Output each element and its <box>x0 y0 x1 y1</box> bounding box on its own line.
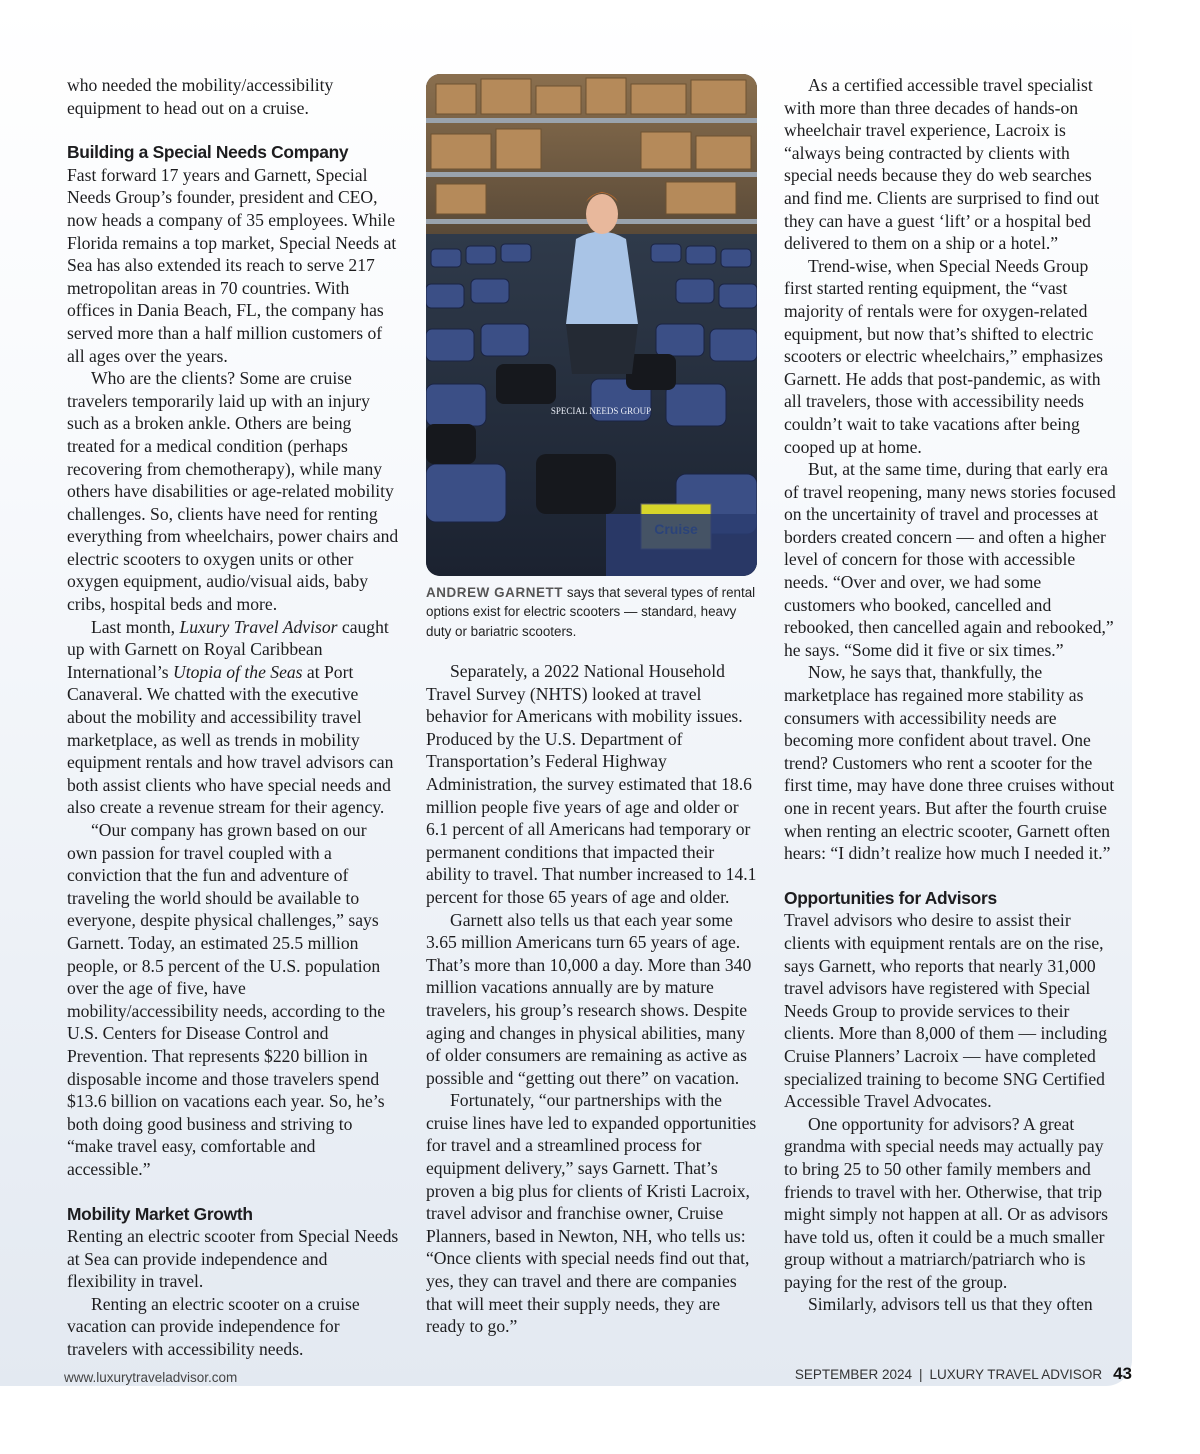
paragraph-same-time: But, at the same time, during that early era of travel reopening, many news stories focused on the uncertainity of travel and processes at borders created concern — and often a higher level of concern for those with accessible needs. “Over and over, we had some customers who booked, cancelled and rebooked, then cancelled again and rebooked,” he says. “Some did it five or six times.” <box>784 459 1116 660</box>
paragraph-intro-continued: who needed the mobility/accessibility equipment to head out on a cruise. <box>67 75 334 118</box>
photo-andrew-garnett <box>426 74 757 576</box>
article-column-3 <box>784 74 1116 1316</box>
subheading-opportunities: Opportunities for Advisors <box>784 887 997 908</box>
paragraph-opportunities: Travel advisors who desire to assist their clients with equipment rentals are on the rise, says Garnett, who reports that nearly 31,000 travel advisors have registered with Special Needs Group to provide services to their clients. More than 8,000 of them — including Cruise Planners’ Lacroix — have completed specialized training to become SNG Certified Accessible Travel Advocates. <box>784 910 1107 1112</box>
subheading-building-company: Building a Special Needs Company <box>67 142 349 163</box>
text-segment: caught up with Garnett on Royal Caribbean International’s <box>67 616 389 682</box>
magazine-title: LUXURY TRAVEL ADVISOR <box>929 1367 1103 1382</box>
paragraph-garnett-quote: “Our company has grown based on our own passion for travel coupled with a conviction that the fun and adventure of traveling the world should be available to everyone, despite physical challenges,” says Garnett. Today, an estimated 25.5 million people, or 8.5 percent of the U.S. population over the age of five, have mobility/accessibility needs, according to the U.S. Centers for Disease Control and Prevention. That represents $220 billion in disposable income and those travelers spend $13.6 billion on vacations each year. So, he’s both doing good business and striving to “make travel easy, comfortable and accessible.” <box>67 820 386 1179</box>
paragraph-mobility-2: Renting an electric scooter on a cruise vacation can provide independence for travelers with accessibility needs. <box>67 1293 360 1360</box>
subheading-mobility-growth: Mobility Market Growth <box>67 1203 253 1224</box>
paragraph-grandma: One opportunity for advisors? A great grandma with special needs may actually pay to bring 25 to 50 other family members and friends to travel with her. Otherwise, that trip might simply not happen at all. Or as advisors have told us, often it could be a much smaller group without a matriarch/patriarch who is paying for the rest of the group. <box>784 1113 1108 1292</box>
caption-name: ANDREW GARNETT <box>426 585 564 600</box>
article-column-1 <box>67 74 399 1361</box>
footer-website-url: www.luxurytraveladvisor.com <box>64 1370 238 1385</box>
text-segment: Last month, <box>91 616 180 637</box>
paragraph-certified-specialist: As a certified accessible travel specialist with more than three decades of hands-on wheelchair travel experience, Lacroix is “always being contracted by clients with special needs because they do web searches and find me. Clients are surprised to find out they can have a guest ‘lift’ or a hospital bed delivered to them on a ship or a hotel.” <box>784 75 1100 254</box>
issue-date: SEPTEMBER 2024 <box>794 1367 912 1382</box>
special-needs-banner-text: SPECIAL NEEDS GROUP <box>550 406 652 416</box>
paragraph-building: Fast forward 17 years and Garnett, Special Needs Group’s founder, president and CEO, now heads a company of 35 employees. While Florida remains a top market, Special Needs at Sea has also extended its reach to serve 217 metropolitan areas in 70 countries. With offices in Dania Beach, FL, the company has served more than a half million customers of all ages over the years. <box>67 164 397 366</box>
caption-text: says that several types of rental options exist for electric scooters — standard, heavy duty or bariatric scooters. <box>426 585 756 639</box>
ship-name: Utopia of the Seas <box>173 661 303 682</box>
paragraph-trend: Trend-wise, when Special Needs Group first started renting equipment, the “vast majority of rentals were for oxygen-related equipment, but now that’s shifted to electric scooters or electric wheelchairs,” emphasizes Garnett. He adds that post-pandemic, as with all travelers, those with accessibility needs couldn’t wait to take vacations after being cooped up at home. <box>784 255 1103 457</box>
paragraph-fortunately: Fortunately, “our partnerships with the cruise lines have led to expanded opportunities for travel and a streamlined process for equipment delivery,” says Garnett. That’s proven a big plus for clients of Kristi Lacroix, travel advisor and franchise owner, Cruise Planners, based in Newton, NH, who tells us: “Once clients with special needs find out that, yes, they can travel and there are companies that will meet their supply needs, they are ready to go.” <box>426 1090 757 1337</box>
magazine-name: Luxury Travel Advisor <box>179 616 338 637</box>
article-column-2 <box>426 660 758 1338</box>
photo-caption <box>426 583 758 641</box>
page-number: 43 <box>1113 1364 1132 1383</box>
footer-issue-info <box>795 1364 1132 1384</box>
paragraph-survey: Separately, a 2022 National Household Travel Survey (NHTS) looked at travel behavior for Americans with mobility issues. Produced by the U.S. Department of Transportation’s Federal Highway Administration, the survey estimated that 18.6 million people five years of age and older or 6.1 percent of all Americans had temporary or permanent conditions that impacted their ability to travel. That number increased to 14.1 percent for those 65 years of age and older. <box>426 661 757 907</box>
paragraph-similarly: Similarly, advisors tell us that they often <box>808 1294 1093 1315</box>
paragraph-garnett-stats: Garnett also tells us that each year some 3.65 million Americans turn 65 years of age. That’s more than 10,000 a day. More than 340 million vacations annually are by mature travelers, his group’s research shows. Despite aging and changes in physical abilities, many of older consumers are remaining as active as possible and “getting out there” on vacation. <box>426 909 752 1088</box>
paragraph-mobility-1: Renting an electric scooter from Special Needs at Sea can provide independence and flexibility in travel. <box>67 1226 399 1292</box>
paragraph-clients: Who are the clients? Some are cruise travelers temporarily laid up with an injury such as a broken ankle. Others are being treated for a medical condition (perhaps recovering from chemotherapy), while many others have disabilities or age-related mobility challenges. So, clients have need for renting everything from wheelchairs, power chairs and electric scooters to oxygen units or other oxygen equipment, audio/visual aids, baby cribs, hospital beds and more. <box>67 368 399 615</box>
warehouse-photo-illustration <box>426 74 757 576</box>
text-segment: at Port Canaveral. We chatted with the executive about the mobility and accessibility travel marketplace, as well as trends in mobility equipment rentals and how travel advisors can both assist clients who have special needs and also create a revenue stream for their agency. <box>67 661 394 818</box>
footer-separator: | <box>918 1367 923 1382</box>
paragraph-last-month <box>67 616 399 819</box>
paragraph-marketplace: Now, he says that, thankfully, the marketplace has regained more stability as consumers with accessibility needs are becoming more confident about travel. One trend? Customers who rent a scooter for the first time, may have done three cruises without one in recent years. But after the fourth cruise when renting an electric scooter, Garnett often hears: “I didn’t realize how much I needed it.” <box>784 662 1115 864</box>
